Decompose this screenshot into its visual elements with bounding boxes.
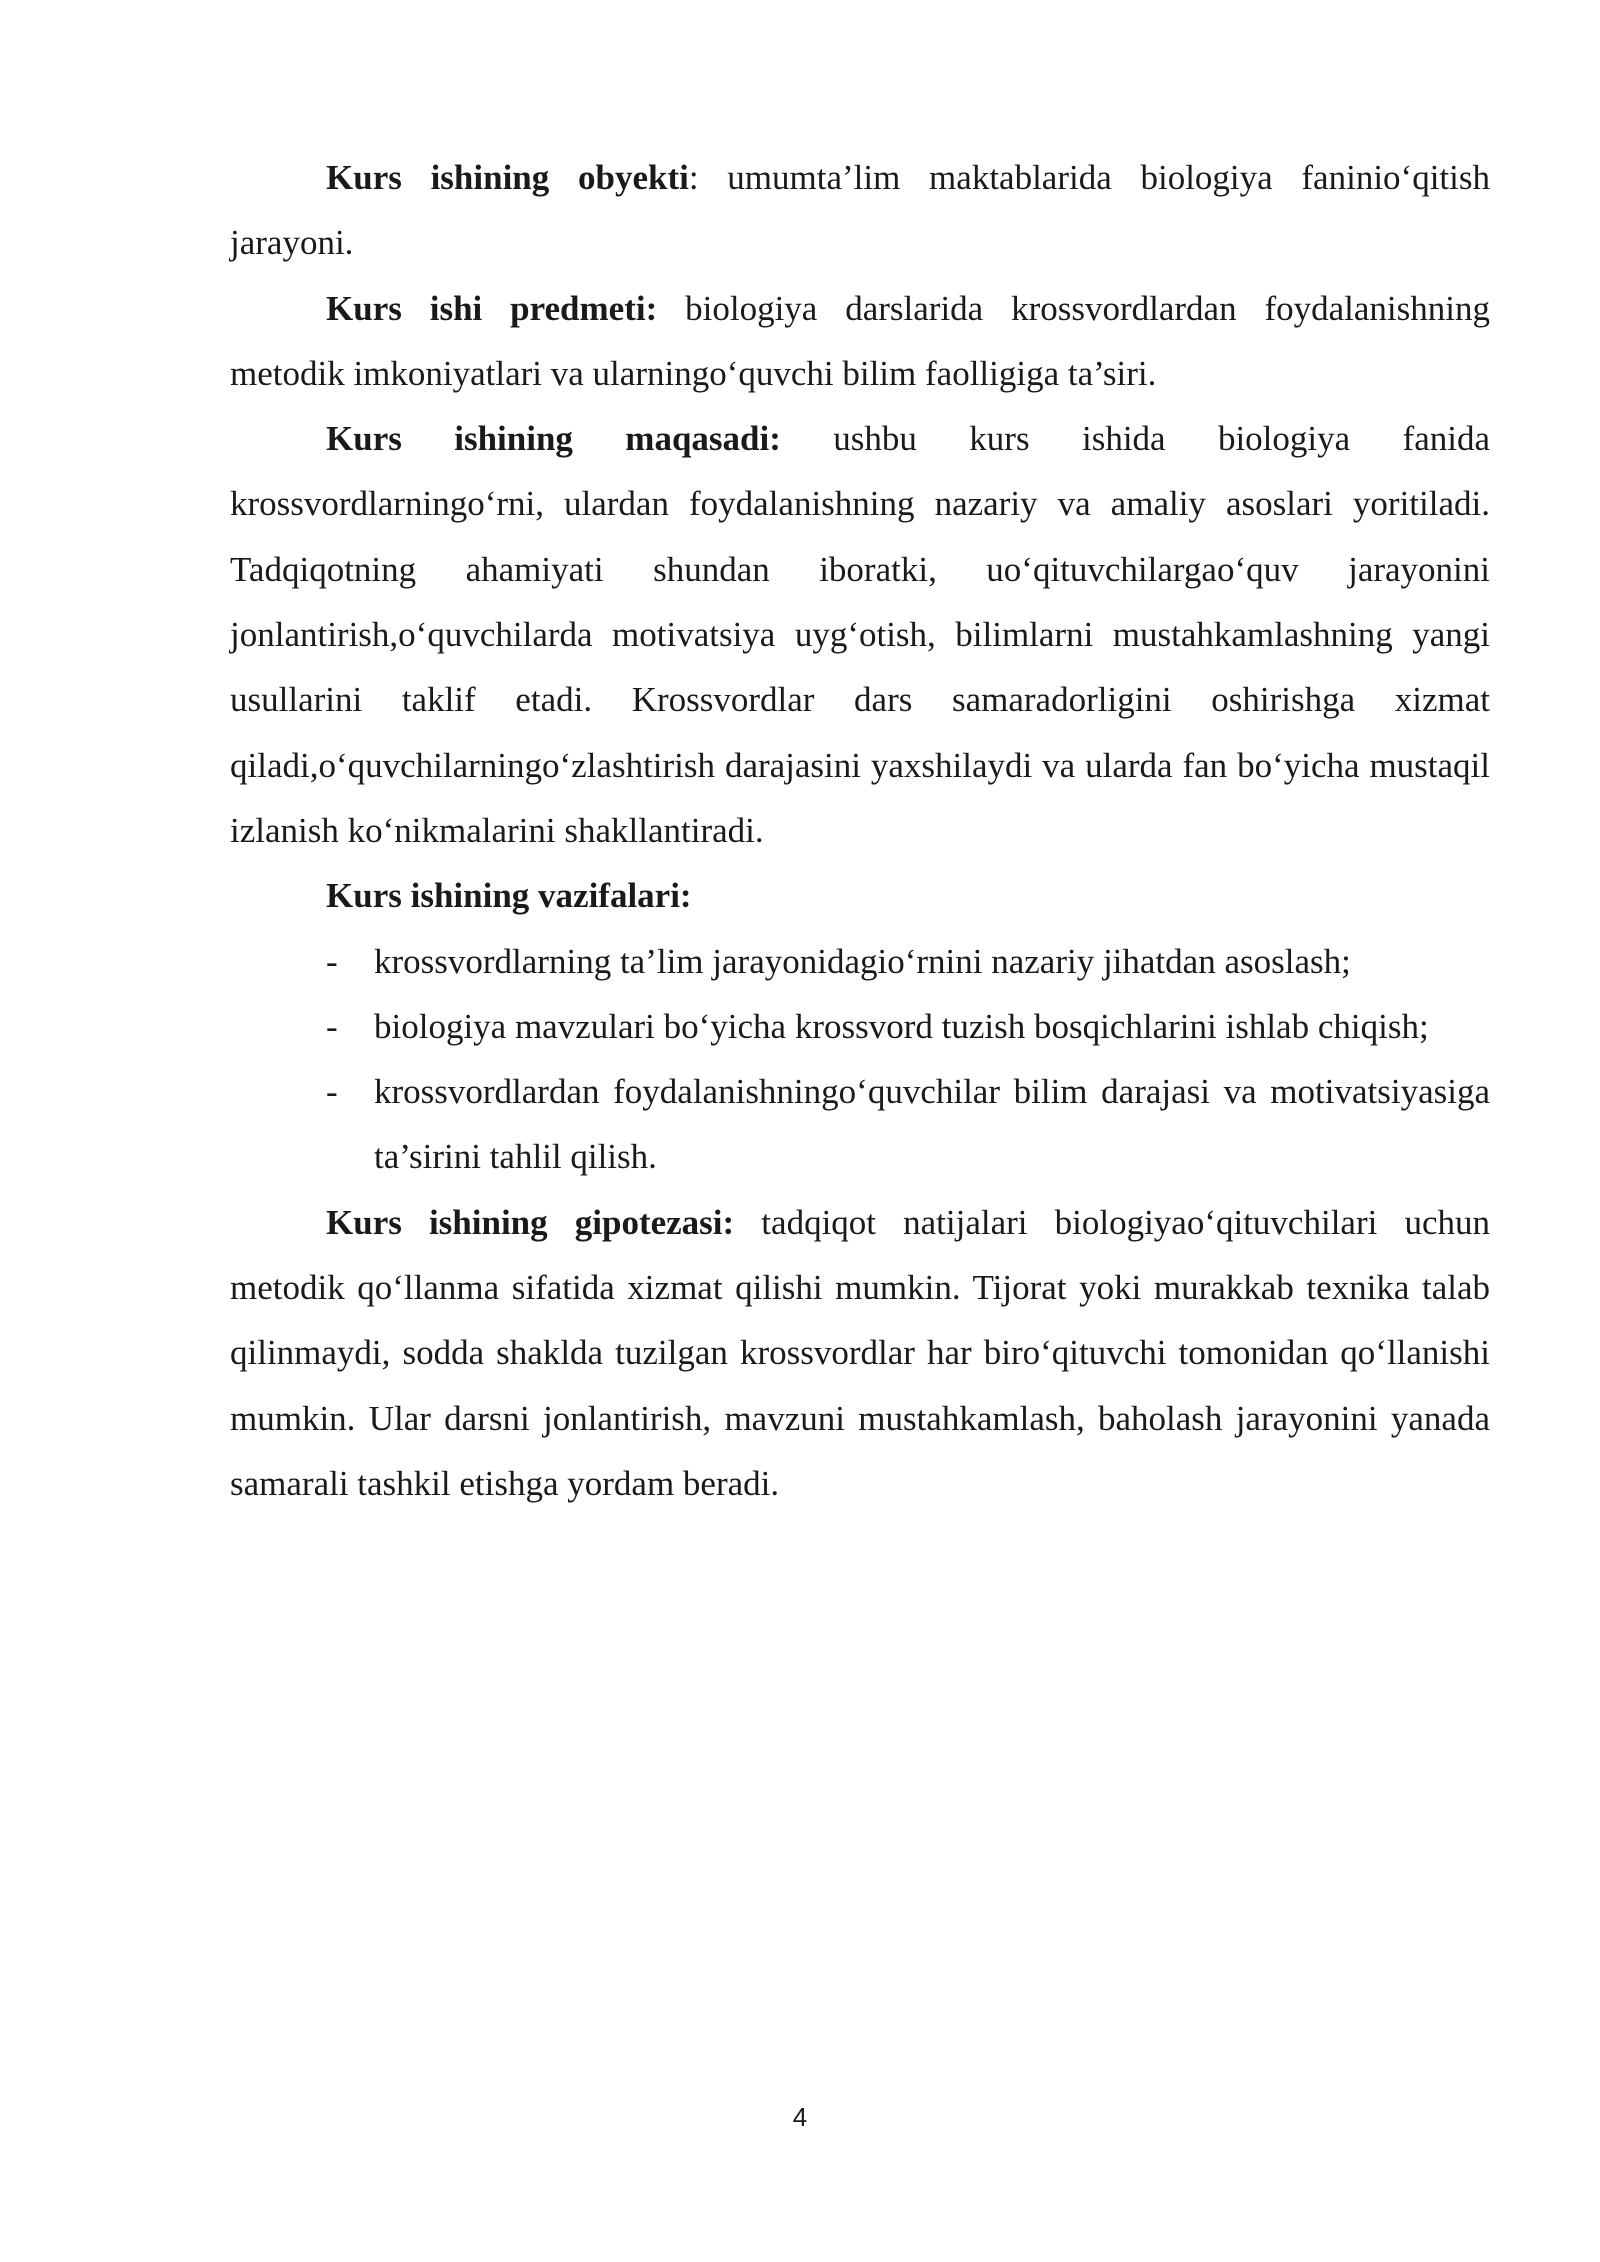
list-item-text: krossvordlarning ta’lim jarayonidagio‘rnini nazariy jihatdan asoslash;	[374, 941, 1351, 981]
list-marker: -	[326, 1006, 338, 1046]
object-label: Kurs ishining obyekti	[326, 158, 689, 197]
hypothesis-label: Kurs ishining gipotezasi:	[326, 1202, 735, 1242]
paragraph-goal	[230, 406, 1490, 863]
hypothesis-text: tadqiqot natijalari biologiyao‘qituvchilari uchun metodik qo‘llanma sifatida xizmat qilishi mumkin. Tijorat yoki murakkab texnika talab qilinmaydi, sodda shaklda tuzilgan krossvordlar har biro‘qituvchi tomonidan qo‘llanishi mumkin. Ular darsni jonlantirish, mavzuni mustahkamlash, baholash jarayonini yanada samarali tashkil etishga yordam beradi.	[230, 1202, 1490, 1503]
page-number: 4	[792, 2102, 808, 2132]
tasks-list	[230, 929, 1490, 1190]
list-item	[230, 994, 1490, 1059]
list-item-text: biologiya mavzulari bo‘yicha krossvord tuzish bosqichlarini ishlab chiqish;	[374, 1006, 1429, 1046]
list-item	[230, 1059, 1490, 1190]
goal-label: Kurs ishining maqasadi:	[326, 419, 781, 459]
tasks-heading-label: Kurs ishining vazifalari:	[326, 876, 692, 916]
list-marker: -	[326, 1072, 338, 1112]
list-item-text: krossvordlardan foydalanishningo‘quvchilar bilim darajasi va motivatsiyasiga ta’sirini tahlil qilish.	[374, 1072, 1490, 1177]
paragraph-hypothesis	[230, 1190, 1490, 1516]
subject-text: biologiya darslarida krossvordlardan foydalanishning metodik imkoniyatlari va ularningo‘quvchi bilim faolligiga ta’siri.	[230, 288, 1490, 393]
paragraph-subject	[230, 276, 1490, 407]
object-text: : umumta’lim maktablarida biologiya faninio‘qitish jarayoni.	[230, 158, 1490, 263]
paragraph-object	[230, 145, 1490, 276]
subject-label: Kurs ishi predmeti:	[326, 288, 658, 328]
tasks-heading	[230, 863, 1490, 928]
list-item	[230, 929, 1490, 994]
goal-text: ushbu kurs ishida biologiya fanida krossvordlarningo‘rni, ulardan foydalanishning nazariy va amaliy asoslari yoritiladi. Tadqiqotning ahamiyati shundan iboratki, uo‘qituvchilargao‘quv jarayonini jonlantirish,o‘quvchilarda motivatsiya uyg‘otish, bilimlarni mustahkamlashning yangi usullarini taklif etadi. Krossvordlar dars samaradorligini oshirishga xizmat qiladi,o‘quvchilarningo‘zlashtirish darajasini yaxshilaydi va ularda fan bo‘yicha mustaqil izlanish ko‘nikmalarini shakllantiradi.	[230, 419, 1491, 850]
list-marker: -	[326, 941, 338, 981]
document-page	[230, 145, 1490, 1516]
